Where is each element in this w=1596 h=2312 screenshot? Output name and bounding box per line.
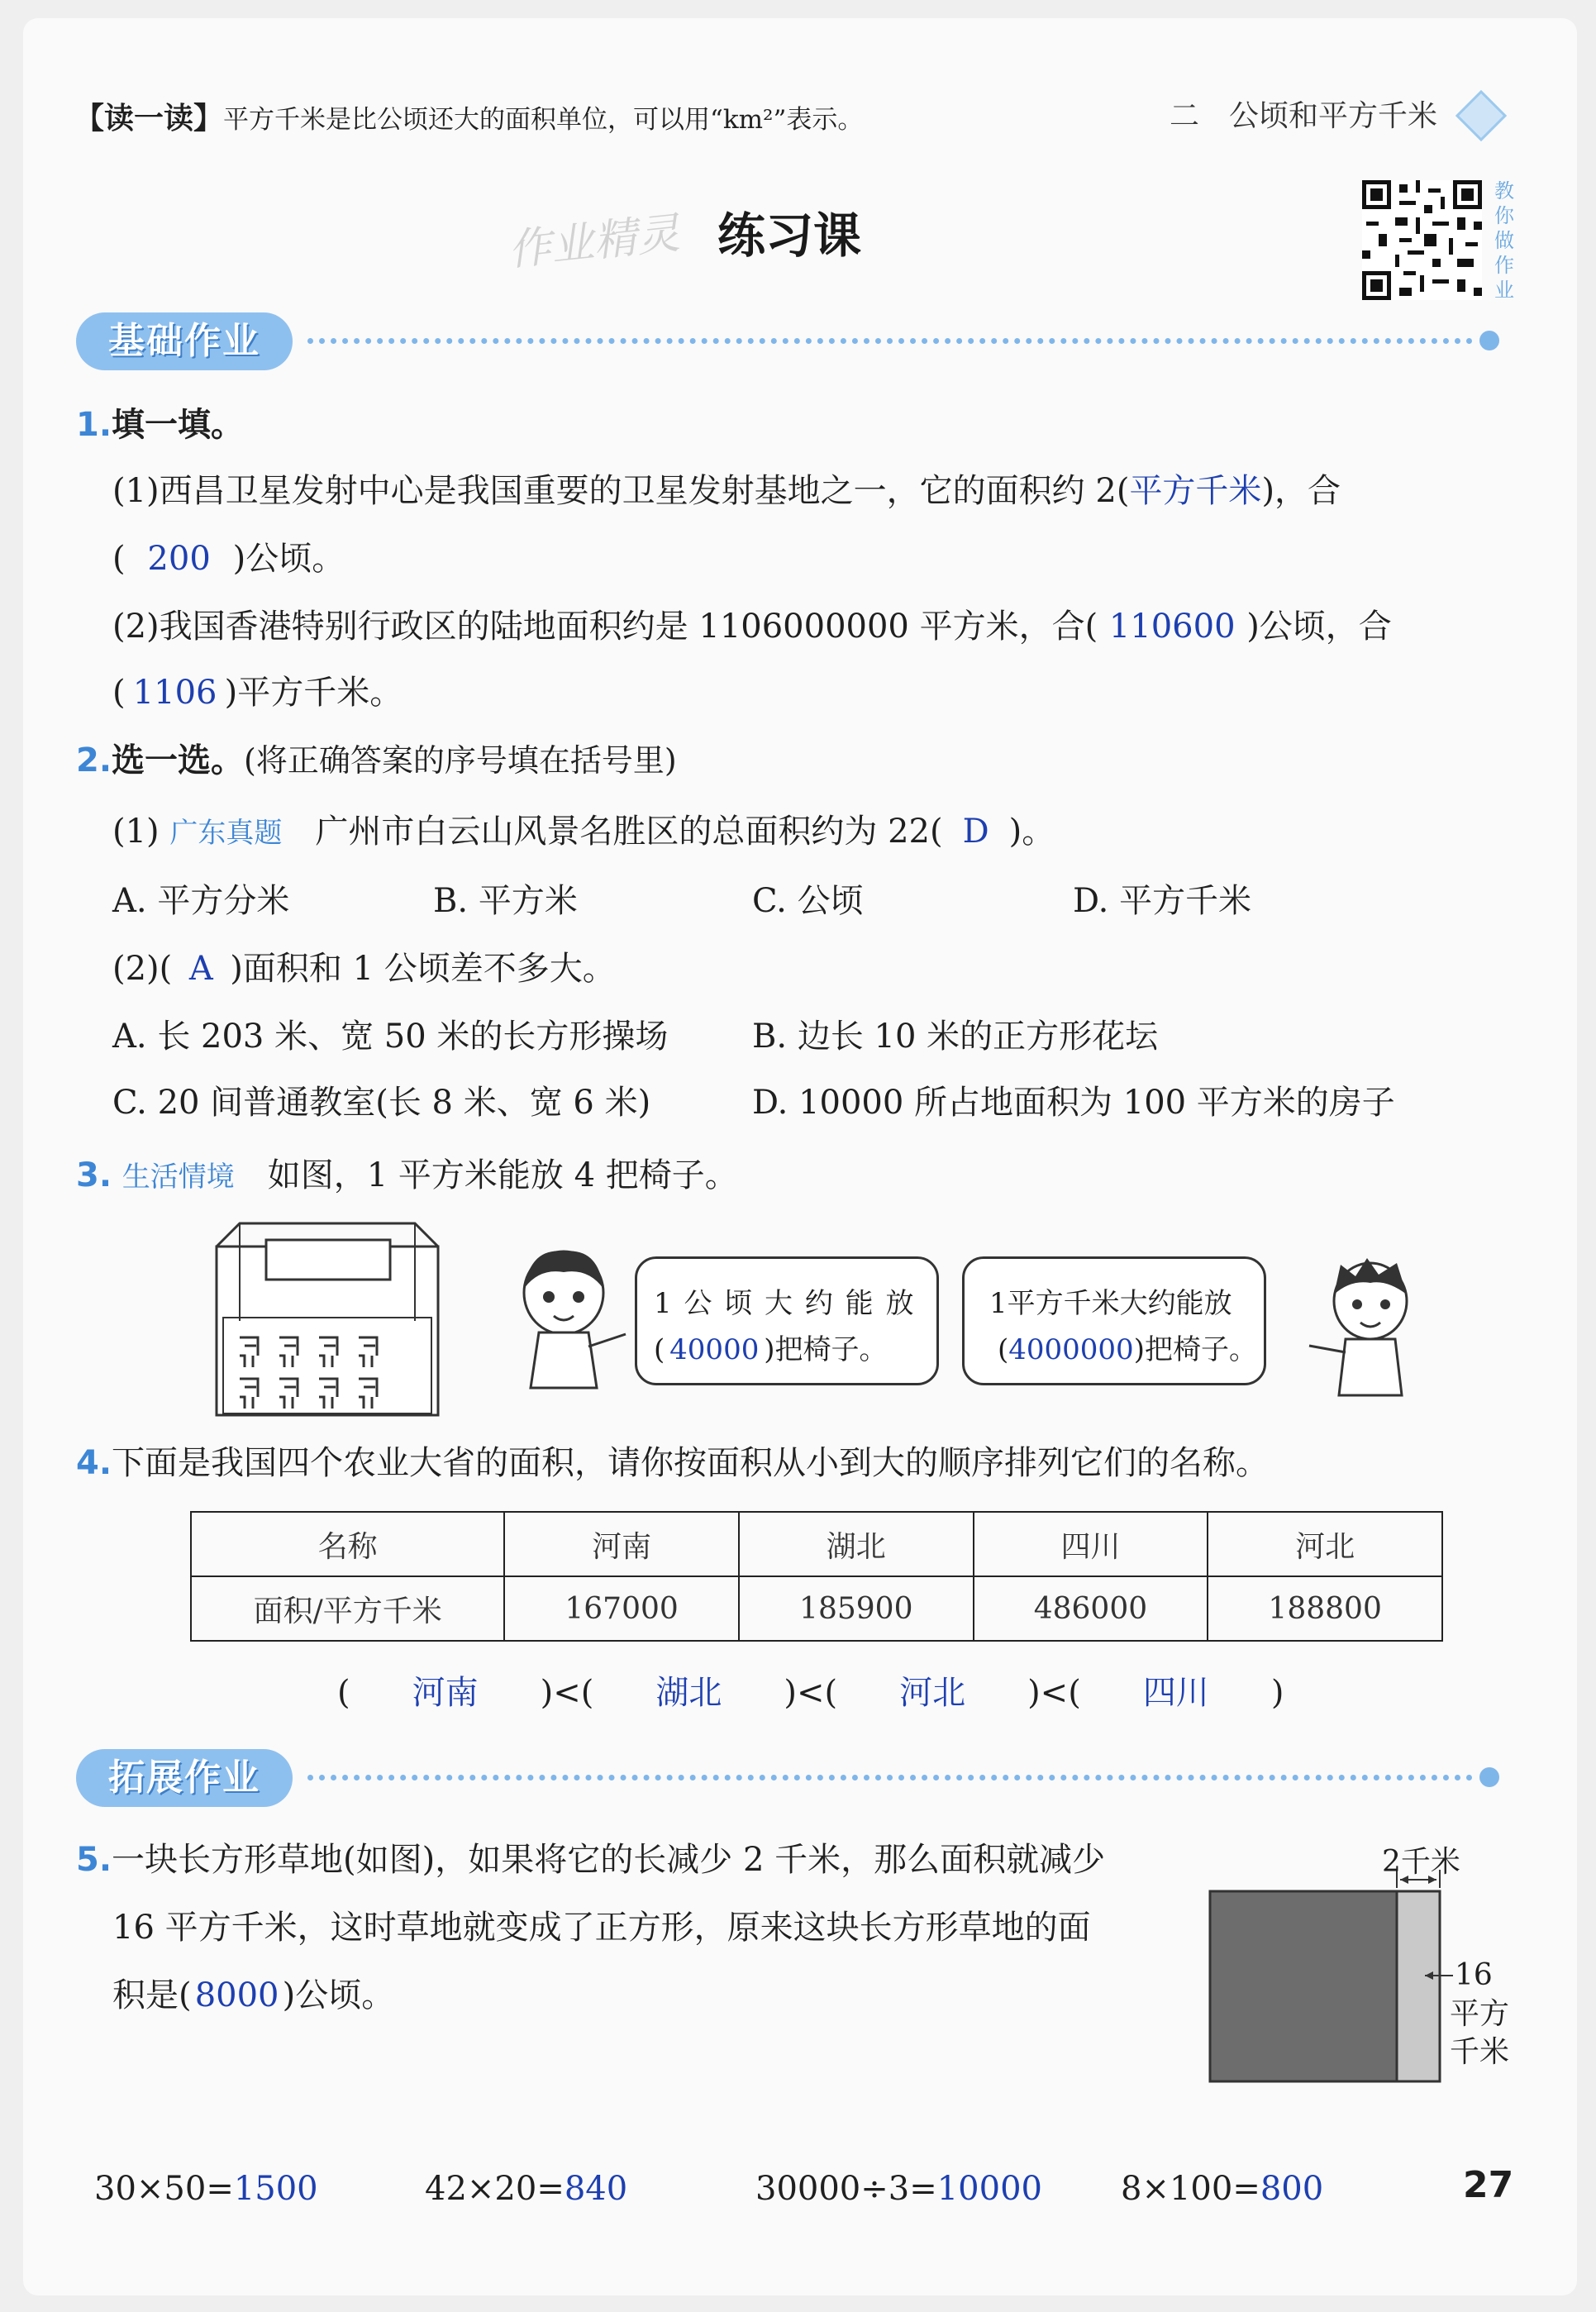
answer[interactable]: 200 — [147, 540, 211, 578]
table-cell: 185900 — [739, 1576, 974, 1641]
question-5-line2: 16 平方千米，这时草地就变成了正方形，原来这块长方形草地的面 — [112, 1909, 1091, 1947]
question-5-line1: 5.一块长方形草地(如图)，如果将它的长减少 2 千米，那么面积就减少 — [76, 1841, 1106, 1879]
answer[interactable]: 8000 — [194, 1976, 279, 2014]
q2-part2-option-a: A. 长 203 米、宽 50 米的长方形操场 — [112, 1018, 669, 1056]
answer[interactable]: 10000 — [936, 2170, 1042, 2208]
speech-bubble-girl: 1 公 顷 大 约 能 放 ( 40000 )把椅子。 — [635, 1256, 939, 1385]
q2-option-a: A. 平方分米 — [112, 882, 290, 920]
table-cell: 486000 — [974, 1576, 1208, 1641]
reading-tip-label: 【读一读】 — [74, 101, 224, 136]
section-extend-badge: 拓展作业 — [76, 1749, 293, 1807]
page-number: 27 — [1463, 2164, 1514, 2206]
q1-part2-line1: (2)我国香港特别行政区的陆地面积约是 1106000000 平方米，合( 110600 )公顷，合 — [112, 603, 1392, 650]
table-cell: 167000 — [504, 1576, 739, 1641]
q2-part2-option-b: B. 边长 10 米的正方形花坛 — [752, 1018, 1159, 1056]
answer[interactable]: 40000 — [669, 1333, 760, 1366]
width-label: 2千米 — [1382, 1845, 1460, 1879]
reading-tip-text: 平方千米是比公顷还大的面积单位，可以用“km²”表示。 — [223, 105, 864, 135]
boy-icon — [1304, 1253, 1428, 1398]
q4-order-answer: ( 河南 )<( 湖北 )<( 河北 )<( 四川 ) — [337, 1670, 1284, 1716]
q1-part1-line2: ( 200 )公顷。 — [112, 536, 345, 582]
table-header-cell: 河北 — [1208, 1512, 1442, 1576]
chapter-title: 二 公顷和平方千米 — [1170, 99, 1438, 133]
q2-part2-option-d: D. 10000 所占地面积为 100 平方米的房子 — [752, 1084, 1395, 1122]
table-cell: 面积/平方千米 — [191, 1576, 504, 1641]
answer[interactable]: 河南 — [412, 1674, 479, 1712]
q2-option-c: C. 公顷 — [752, 882, 864, 920]
qr-code-icon[interactable] — [1362, 180, 1482, 300]
answer[interactable]: 840 — [564, 2170, 628, 2208]
q1-part2-line2: ( 1106 )平方千米。 — [112, 670, 403, 716]
answer[interactable]: D — [962, 813, 989, 851]
answer[interactable]: 1106 — [132, 674, 217, 712]
table-header-cell: 湖北 — [739, 1512, 974, 1576]
oral-calc-4: 8×100=800 — [1121, 2170, 1324, 2208]
answer[interactable]: A — [188, 950, 213, 988]
province-area-table — [190, 1511, 1443, 1642]
q2-part2-option-c: C. 20 间普通教室(长 8 米、宽 6 米) — [112, 1084, 651, 1122]
answer[interactable]: 800 — [1260, 2170, 1324, 2208]
q1-part1-line1: (1)西昌卫星发射中心是我国重要的卫星发射基地之一，它的面积约 2(平方千米)，合 — [112, 472, 1341, 510]
table-header-cell: 河南 — [504, 1512, 739, 1576]
answer[interactable]: 湖北 — [655, 1674, 722, 1712]
q2-part2: (2)( A )面积和 1 公顷差不多大。 — [112, 946, 616, 992]
oral-calc-1: 30×50=1500 — [94, 2170, 318, 2208]
section-divider — [307, 1775, 1473, 1780]
q2-part1: (1) 广东真题 广州市白云山风景名胜区的总面积约为 22( D )。 — [112, 808, 1055, 856]
divider-dot — [1479, 1767, 1499, 1787]
answer[interactable]: 四川 — [1142, 1674, 1209, 1712]
watermark: 作业精灵 — [506, 208, 683, 276]
qr-side-text: 教你做作业 — [1494, 179, 1514, 302]
answer[interactable]: 4000000 — [1008, 1333, 1134, 1366]
area-unit-label: 平方 千米 — [1450, 1997, 1510, 2069]
answer[interactable]: 平方千米 — [1129, 472, 1262, 510]
question-2-title: 2.选一选。(将正确答案的序号填在括号里) — [76, 741, 677, 779]
lawn-figure — [1208, 1838, 1510, 2086]
section-basic-badge: 基础作业 — [76, 312, 293, 370]
q2-option-d: D. 平方千米 — [1073, 882, 1252, 920]
area-label: 16 — [1455, 1958, 1493, 1992]
classroom-illustration — [215, 1222, 440, 1417]
reading-tip — [74, 95, 863, 137]
question-3-title: 3. 生活情境 如图，1 平方米能放 4 把椅子。 — [76, 1156, 738, 1194]
speech-bubble-boy: 1平方千米大约能放 (4000000)把椅子。 — [962, 1256, 1266, 1385]
context-tag: 生活情境 — [121, 1161, 235, 1194]
q2-option-b: B. 平方米 — [433, 882, 578, 920]
oral-calc-3: 30000÷3=10000 — [755, 2170, 1042, 2208]
question-5-line3: 积是( 8000 )公顷。 — [112, 1972, 394, 2019]
divider-dot — [1479, 331, 1499, 350]
page-title: 练习课 — [717, 207, 862, 264]
exam-tag: 广东真题 — [169, 817, 283, 850]
answer[interactable]: 110600 — [1108, 608, 1236, 646]
question-4-title: 4.下面是我国四个农业大省的面积，请你按面积从小到大的顺序排列它们的名称。 — [76, 1444, 1270, 1482]
oral-calc-2: 42×20=840 — [425, 2170, 628, 2208]
girl-icon — [506, 1243, 630, 1392]
table-cell: 188800 — [1208, 1576, 1442, 1641]
table-header-cell: 名称 — [191, 1512, 504, 1576]
table-header-cell: 四川 — [974, 1512, 1208, 1576]
answer[interactable]: 河北 — [899, 1674, 966, 1712]
section-divider — [307, 338, 1473, 344]
answer[interactable]: 1500 — [233, 2170, 318, 2208]
question-1-title: 1.填一填。 — [76, 406, 245, 444]
